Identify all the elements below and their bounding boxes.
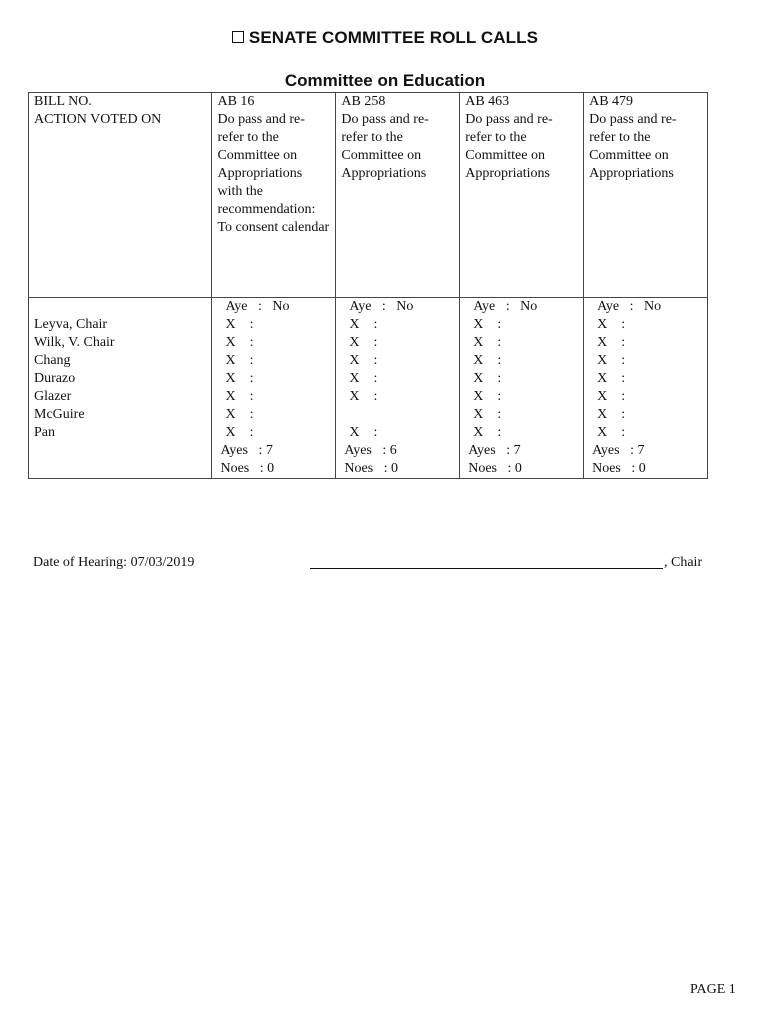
vote-mark — [341, 406, 454, 424]
ayes-total: Ayes : 7 — [220, 443, 273, 458]
ayes-total: Ayes : 7 — [468, 443, 521, 458]
table-header-row — [29, 93, 708, 112]
totals-cell — [212, 442, 336, 479]
vote-mark: X : — [473, 389, 502, 404]
bill-number-cell: AB 258 — [336, 93, 460, 112]
blank-line — [34, 298, 206, 316]
vote-mark: X : — [225, 389, 254, 404]
checkbox-icon — [232, 31, 244, 43]
action-row — [29, 111, 708, 298]
bill-label-cell — [29, 93, 212, 112]
action-cell: Do pass and re-refer to the Committee on Appropriations — [584, 111, 708, 298]
vote-mark: X : — [349, 353, 378, 368]
votes-cell — [336, 298, 460, 443]
chair-label: , Chair — [664, 555, 703, 570]
vote-body-row — [29, 298, 708, 443]
bill-number-cell: AB 16 — [212, 93, 336, 112]
member-name: Pan — [34, 425, 55, 440]
action-cell: Do pass and re-refer to the Committee on Appropriations — [336, 111, 460, 298]
vote-mark: X : — [225, 353, 254, 368]
vote-mark: X : — [225, 335, 254, 350]
vote-mark: X : — [349, 335, 378, 350]
member-name: Glazer — [34, 389, 72, 404]
vote-header: Aye : No — [225, 299, 290, 314]
date-of-hearing: Date of Hearing: 07/03/2019 — [33, 555, 195, 570]
member-name: Leyva, Chair — [34, 317, 108, 332]
vote-mark: X : — [473, 353, 502, 368]
page-number: PAGE 1 — [690, 982, 736, 997]
vote-mark: X : — [349, 371, 378, 386]
vote-mark: X : — [597, 389, 626, 404]
vote-mark: X : — [597, 425, 626, 440]
votes-cell — [212, 298, 336, 443]
action-cell: Do pass and re-refer to the Committee on Appropriations with the recommendation: To consent calendar — [212, 111, 336, 298]
vote-mark: X : — [225, 407, 254, 422]
ayes-total: Ayes : 6 — [344, 443, 397, 458]
bill-number-cell: AB 463 — [460, 93, 584, 112]
totals-label-cell — [29, 442, 212, 479]
noes-total: Noes : 0 — [592, 461, 646, 476]
noes-total: Noes : 0 — [344, 461, 399, 476]
member-name: McGuire — [34, 407, 85, 422]
vote-header: Aye : No — [597, 299, 662, 314]
document-title — [0, 28, 770, 48]
totals-cell — [584, 442, 708, 479]
member-name: Durazo — [34, 371, 76, 386]
vote-mark: X : — [225, 371, 254, 386]
member-names-cell — [29, 298, 212, 443]
ayes-total: Ayes : 7 — [592, 443, 645, 458]
bill-no-label: BILL NO. — [34, 94, 92, 109]
vote-mark: X : — [349, 317, 378, 332]
vote-mark: X : — [225, 317, 254, 332]
vote-mark: X : — [473, 425, 502, 440]
title-text: SENATE COMMITTEE ROLL CALLS — [248, 28, 539, 47]
vote-mark: X : — [597, 317, 626, 332]
bill-number-cell: AB 479 — [584, 93, 708, 112]
noes-total: Noes : 0 — [468, 461, 522, 476]
member-name: Wilk, V. Chair — [34, 335, 115, 350]
vote-mark: X : — [597, 353, 626, 368]
vote-mark: X : — [473, 407, 502, 422]
member-name: Chang — [34, 353, 71, 368]
vote-mark: X : — [349, 425, 378, 440]
action-label-cell: ACTION VOTED ON — [29, 111, 212, 298]
roll-call-table — [28, 92, 708, 479]
votes-cell — [584, 298, 708, 443]
vote-header: Aye : No — [473, 299, 538, 314]
vote-mark: X : — [349, 389, 378, 404]
totals-row — [29, 442, 708, 479]
vote-mark: X : — [597, 335, 626, 350]
vote-mark: X : — [225, 425, 254, 440]
vote-mark: X : — [473, 335, 502, 350]
chair-signature-line — [310, 568, 663, 569]
votes-cell — [460, 298, 584, 443]
noes-total: Noes : 0 — [220, 461, 275, 476]
totals-cell — [460, 442, 584, 479]
committee-name: Committee on Education — [284, 71, 486, 90]
vote-header: Aye : No — [349, 299, 414, 314]
totals-cell — [336, 442, 460, 479]
vote-mark: X : — [597, 371, 626, 386]
vote-mark: X : — [473, 371, 502, 386]
vote-mark: X : — [597, 407, 626, 422]
vote-mark: X : — [473, 317, 502, 332]
action-cell: Do pass and re-refer to the Committee on Appropriations — [460, 111, 584, 298]
